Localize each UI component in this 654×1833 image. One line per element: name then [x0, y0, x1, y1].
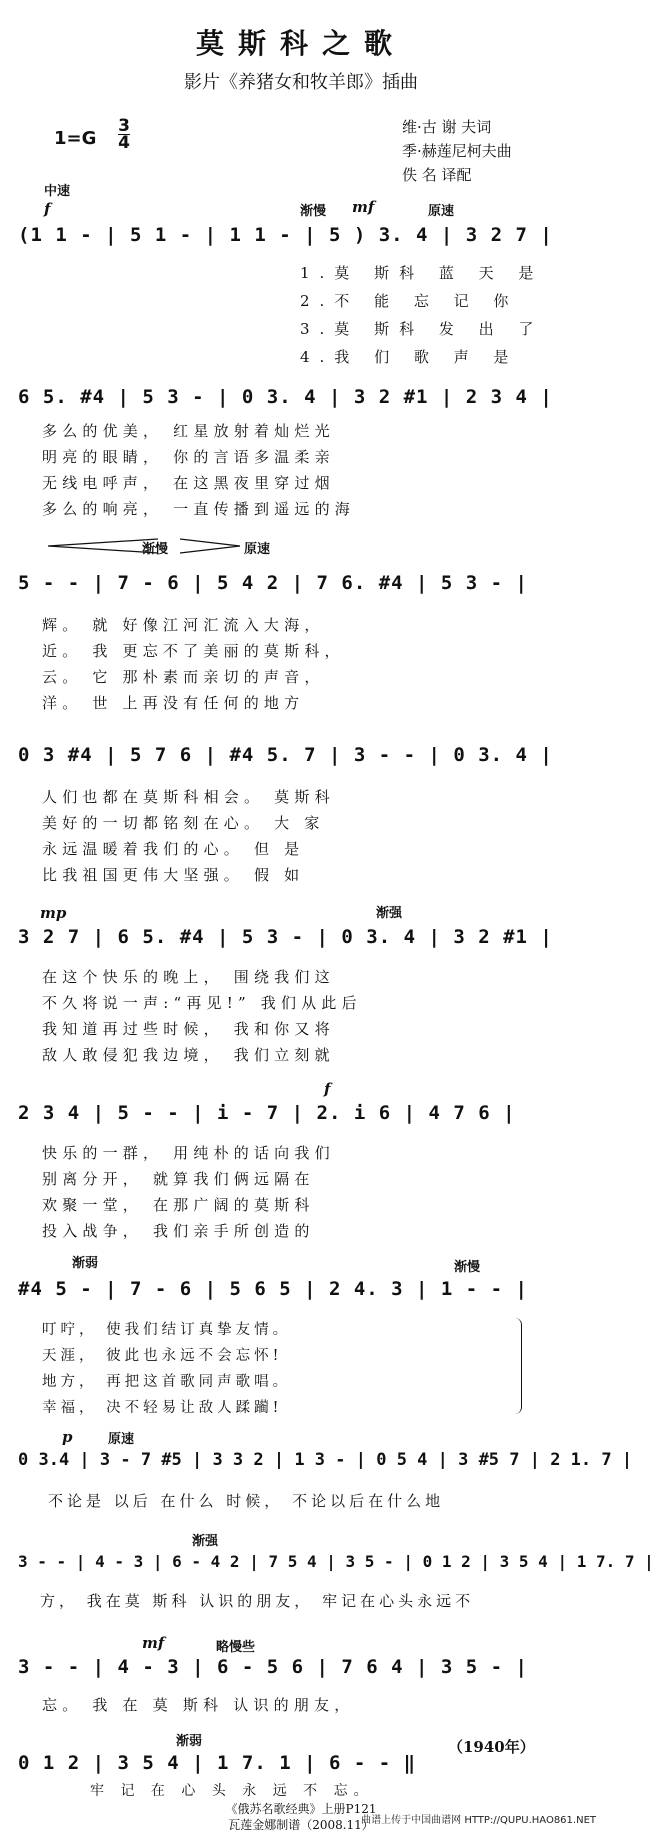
a-tempo-mark: 原速 — [108, 1432, 135, 1447]
lyric-line: 1.莫 斯科 蓝 天 是 — [300, 264, 544, 282]
dynamic-mf: mf — [142, 1634, 165, 1652]
lyric-line: 明亮的眼睛， 你的言语多温柔亲 — [42, 448, 335, 466]
lyric-line: 辉。 就 好像江河汇流入大海， — [42, 616, 325, 634]
dynamic-f: f — [324, 1080, 331, 1098]
poco-ritardando-mark: 略慢些 — [216, 1640, 256, 1655]
notation-line: 5 - - | 7 - 6 | 5 4 2 | 7 6. #4 | 5 3 - | — [18, 572, 528, 594]
dynamic-f: f — [44, 200, 51, 218]
lyric-line: 云。 它 那朴素而亲切的声音， — [42, 668, 325, 686]
lyric-line: 牢 记 在 心 头 永 远 不 忘。 — [90, 1783, 374, 1799]
crescendo-mark: 渐强 — [376, 906, 403, 921]
song-title: 莫斯科之歌 — [195, 27, 406, 60]
lyric-line: 敌人敢侵犯我边境， 我们立刻就 — [42, 1046, 335, 1064]
lyric-line: 快乐的一群， 用纯朴的话向我们 — [42, 1144, 335, 1162]
lyric-line: 叮咛， 使我们结订真挚友情。 — [42, 1322, 292, 1338]
lyric-line: 投入战争， 我们亲手所创造的 — [42, 1222, 315, 1240]
dynamic-mp: mp — [40, 904, 67, 922]
tempo-marking: 中速 — [44, 184, 71, 199]
lyric-line: 无线电呼声， 在这黑夜里穿过烟 — [42, 474, 335, 492]
notation-line: 6 5. #4 | 5 3 - | 0 3. 4 | 3 2 #1 | 2 3 4 | — [18, 386, 553, 408]
a-tempo-mark: 原速 — [428, 204, 455, 219]
notation-line: 0 3.4 | 3 - 7 #5 | 3 3 2 | 1 3 - | 0 5 4 | 3 #5 7 | 2 1. 7 | — [18, 1450, 633, 1470]
lyric-line: 多么的响亮， 一直传播到遥远的海 — [42, 500, 355, 518]
notation-line: 0 3 #4 | 5 7 6 | #4 5. 7 | 3 - - | 0 3. 4 | — [18, 744, 553, 766]
diminuendo-mark: 渐弱 — [176, 1734, 203, 1749]
diminuendo-mark: 渐弱 — [72, 1256, 99, 1271]
decrescendo-hairpin — [180, 538, 240, 554]
source-citation: 《俄苏名歌经典》上册P121 — [225, 1802, 377, 1816]
lyric-line: 我知道再过些时候， 我和你又将 — [42, 1020, 335, 1038]
time-signature-top: 3 — [118, 116, 130, 136]
year-label: （1940年） — [448, 1738, 535, 1756]
lyric-line: 人们也都在莫斯科相会。 莫斯科 — [42, 788, 335, 806]
lyric-line: 方， 我在莫 斯科 认识的朋友， 牢记在心头永远不 — [40, 1592, 475, 1610]
notation-line: 3 - - | 4 - 3 | 6 - 5 6 | 7 6 4 | 3 5 - | — [18, 1656, 528, 1678]
notation-line: 3 - - | 4 - 3 | 6 - 4 2 | 7 5 4 | 3 5 - | 0 1 2 | 3 5 4 | 1 7. 7 | — [18, 1552, 654, 1571]
lyric-line: 不论是 以后 在什么 时候， 不论以后在什么地 — [48, 1492, 445, 1510]
notation-line: 0 1 2 | 3 5 4 | 1 7. 1 | 6 - - ‖ — [18, 1752, 417, 1774]
lyric-line: 幸福， 决不轻易让敌人蹂躏! — [42, 1400, 283, 1416]
lyric-line: 3.莫 斯科 发 出 了 — [300, 320, 544, 338]
lyric-line: 永远温暖着我们的心。 但 是 — [42, 840, 305, 858]
lyric-line: 天涯， 彼此也永远不会忘怀! — [42, 1348, 283, 1364]
notation-line: 3 2 7 | 6 5. #4 | 5 3 - | 0 3. 4 | 3 2 #1 | — [18, 926, 553, 948]
notation-line: #4 5 - | 7 - 6 | 5 6 5 | 2 4. 3 | 1 - - | — [18, 1278, 528, 1300]
watermark: 曲谱上传于中国曲谱网 HTTP://QUPU.HAO861.NET — [361, 1815, 596, 1826]
a-tempo-mark: 原速 — [244, 542, 271, 557]
lyric-line: 2.不 能 忘 记 你 — [300, 292, 519, 310]
time-signature-bottom: 4 — [118, 133, 130, 153]
dynamic-p: p — [62, 1428, 73, 1446]
score-maker: 瓦莲金娜制谱（2008.11） — [228, 1818, 374, 1832]
ritardando-mark: 渐慢 — [300, 204, 327, 219]
ritardando-mark: 渐慢 — [142, 542, 169, 557]
lyric-line: 别离分开， 就算我们俩远隔在 — [42, 1170, 315, 1188]
lyric-line: 洋。 世 上再没有任何的地方 — [42, 694, 305, 712]
dynamic-mf: mf — [352, 198, 375, 216]
lyric-line: 美好的一切都铭刻在心。 大 家 — [42, 814, 325, 832]
song-subtitle: 影片《养猪女和牧羊郎》插曲 — [184, 72, 418, 93]
lyric-line: 比我祖国更伟大坚强。 假 如 — [42, 866, 305, 884]
verse-bracket — [515, 1318, 522, 1414]
lyric-line: 欢聚一堂， 在那广阔的莫斯科 — [42, 1196, 315, 1214]
lyric-line: 多么的优美， 红星放射着灿烂光 — [42, 422, 335, 440]
key-signature: 1=G — [54, 128, 97, 149]
lyric-line: 在这个快乐的晚上， 围绕我们这 — [42, 968, 335, 986]
lyric-line: 地方， 再把这首歌同声歌唱。 — [42, 1374, 292, 1390]
lyric-line: 近。 我 更忘不了美丽的莫斯科， — [42, 642, 345, 660]
crescendo-mark: 渐强 — [192, 1534, 219, 1549]
ritardando-mark: 渐慢 — [454, 1260, 481, 1275]
credit-lyricist: 维·古 谢 夫词 — [402, 118, 492, 136]
credit-translator: 佚 名 译配 — [402, 166, 472, 184]
time-signature — [118, 118, 130, 151]
lyric-line: 4.我 们 歌 声 是 — [300, 348, 519, 366]
lyric-line: 忘。 我 在 莫 斯科 认识的朋友， — [42, 1696, 355, 1714]
lyric-line: 不久将说一声:“再见!” 我们从此后 — [42, 994, 362, 1012]
notation-line: (1 1 - | 5 1 - | 1 1 - | 5 ) 3. 4 | 3 2 7 | — [18, 224, 553, 246]
credit-composer: 季·赫莲尼柯夫曲 — [402, 142, 512, 160]
notation-line: 2 3 4 | 5 - - | i - 7 | 2. i 6 | 4 7 6 | — [18, 1102, 516, 1124]
